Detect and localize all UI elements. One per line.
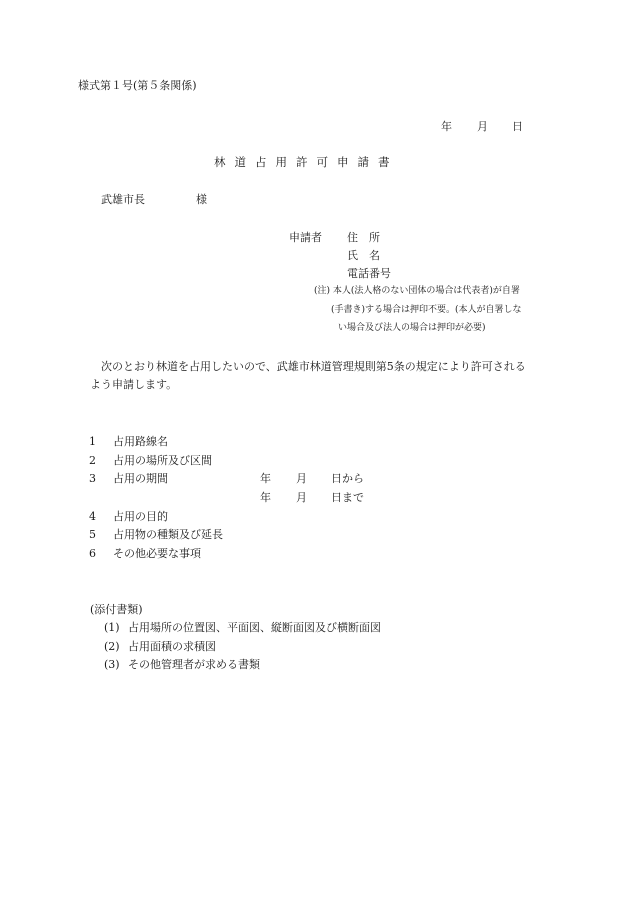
attachment-item xyxy=(104,659,260,670)
applicant-label: 申請者 xyxy=(289,231,322,244)
item-label: 占用の場所及び区間 xyxy=(113,454,212,467)
applicant-note-line: (手書き)する場合は押印不要。(本人が自署しな xyxy=(331,305,522,315)
addressee-honorific: 様 xyxy=(196,193,207,206)
form-number: 様式第１号(第５条関係) xyxy=(78,79,197,92)
addressee-name: 武雄市長 xyxy=(101,193,145,206)
list-item xyxy=(89,436,168,447)
period-to-year: 年 xyxy=(260,491,271,504)
page-title: 林道占用許可申請書 xyxy=(214,155,399,169)
item-label: その他必要な事項 xyxy=(113,547,201,560)
list-item xyxy=(89,455,212,466)
attachment-label: その他管理者が求める書類 xyxy=(128,658,260,671)
item-number: 2 xyxy=(89,454,96,467)
list-item xyxy=(89,511,168,522)
body-line: よう申請します。 xyxy=(90,378,178,391)
item-label: 占用の目的 xyxy=(113,510,168,523)
list-item xyxy=(89,473,168,484)
period-from-day: 日から xyxy=(331,472,364,485)
item-number: 1 xyxy=(89,435,96,448)
item-number: 4 xyxy=(89,510,96,523)
applicant-note-line: い場合及び法人の場合は押印が必要) xyxy=(338,323,486,333)
period-from-year: 年 xyxy=(260,472,271,485)
date-day: 日 xyxy=(512,120,523,133)
attachment-number: (2) xyxy=(104,640,120,653)
item-number: 5 xyxy=(89,528,96,541)
item-label: 占用物の種類及び延長 xyxy=(113,528,223,541)
item-number: 3 xyxy=(89,472,96,485)
item-label: 占用の期間 xyxy=(113,472,168,485)
period-to-day: 日まで xyxy=(331,491,364,504)
attachments-heading: (添付書類) xyxy=(90,603,143,616)
attachment-item xyxy=(104,641,216,652)
body-line: 次のとおり林道を占用したいので、武雄市林道管理規則第5条の規定により許可される xyxy=(101,360,526,373)
applicant-name-label: 氏 名 xyxy=(347,249,380,262)
date-month: 月 xyxy=(477,120,488,133)
date-year: 年 xyxy=(441,120,452,133)
list-item xyxy=(89,529,223,540)
applicant-phone-label: 電話番号 xyxy=(347,267,391,280)
attachment-number: (3) xyxy=(104,658,120,671)
item-number: 6 xyxy=(89,547,96,560)
period-from-month: 月 xyxy=(296,472,307,485)
applicant-address-label: 住 所 xyxy=(347,231,380,244)
attachment-item xyxy=(104,622,381,633)
list-item xyxy=(89,548,201,559)
applicant-note-line: (注) 本人(法人格のない団体の場合は代表者)が自署 xyxy=(314,286,520,296)
item-label: 占用路線名 xyxy=(113,435,168,448)
attachment-label: 占用面積の求積図 xyxy=(128,640,216,653)
attachment-number: (1) xyxy=(104,621,120,634)
period-to-month: 月 xyxy=(296,491,307,504)
attachment-label: 占用場所の位置図、平面図、縦断面図及び横断面図 xyxy=(128,621,381,634)
